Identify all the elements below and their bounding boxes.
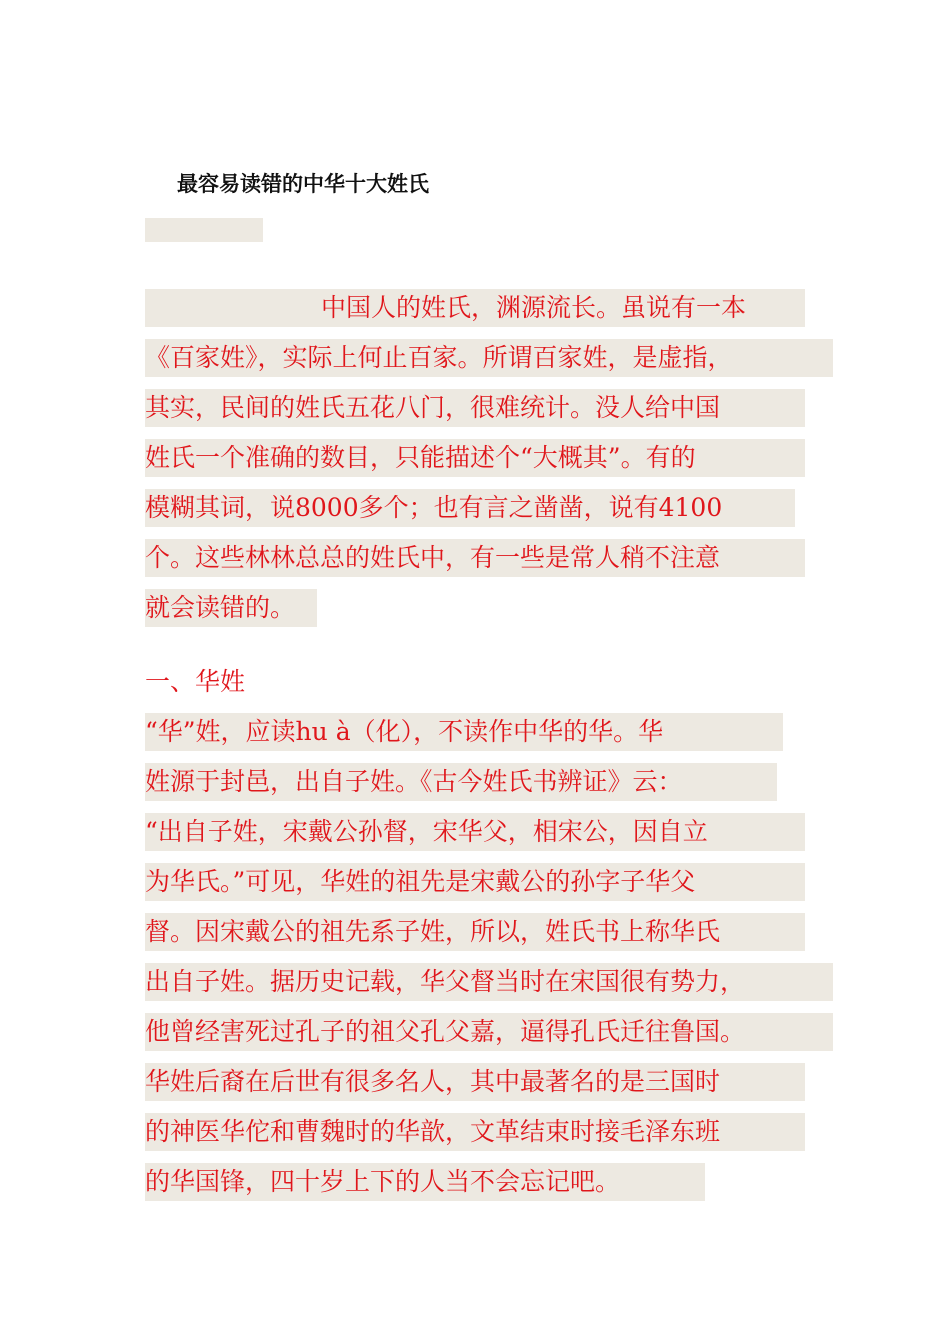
- section-line: 华姓后裔在后世有很多名人，其中最著名的是三国时: [145, 1063, 805, 1101]
- document-title: 最容易读错的中华十大姓氏: [177, 172, 429, 196]
- section-line: 的神医华佗和曹魏时的华歆，文革结束时接毛泽东班: [145, 1113, 805, 1151]
- intro-line: [145, 289, 805, 327]
- intro-line-text: 中国人的姓氏，渊源流长。虽说有一本: [321, 293, 747, 322]
- section-line: 的华国锋，四十岁上下的人当不会忘记吧。: [145, 1163, 705, 1201]
- intro-line: 就会读错的。: [145, 589, 317, 627]
- intro-line: 其实，民间的姓氏五花八门，很难统计。没人给中国: [145, 389, 805, 427]
- section-line: 督。因宋戴公的祖先系子姓，所以，姓氏书上称华氏: [145, 913, 805, 951]
- intro-line: 《百家姓》，实际上何止百家。所谓百家姓，是虚指，: [145, 339, 833, 377]
- section-line: 出自子姓。据历史记载，华父督当时在宋国很有势力，: [145, 963, 833, 1001]
- section-line: “华”姓，应读hu à（化），不读作中华的华。华: [145, 713, 783, 751]
- intro-line: 个。这些林林总总的姓氏中，有一些是常人稍不注意: [145, 539, 805, 577]
- intro-line: 模糊其词，说8000多个；也有言之凿凿，说有4100: [145, 489, 795, 527]
- blank-highlight-bar: [145, 218, 263, 242]
- section-line: 为华氏。”可见，华姓的祖先是宋戴公的孙字子华父: [145, 863, 805, 901]
- section-line: 姓源于封邑，出自子姓。《古今姓氏书辨证》云：: [145, 763, 777, 801]
- intro-line: 姓氏一个准确的数目，只能描述个“大概其”。有的: [145, 439, 805, 477]
- section-line: 他曾经害死过孔子的祖父孔父嘉，逼得孔氏迁往鲁国。: [145, 1013, 833, 1051]
- section-line: “出自子姓，宋戴公孙督，宋华父，相宋公，因自立: [145, 813, 805, 851]
- section-heading: 一、华姓: [145, 667, 246, 696]
